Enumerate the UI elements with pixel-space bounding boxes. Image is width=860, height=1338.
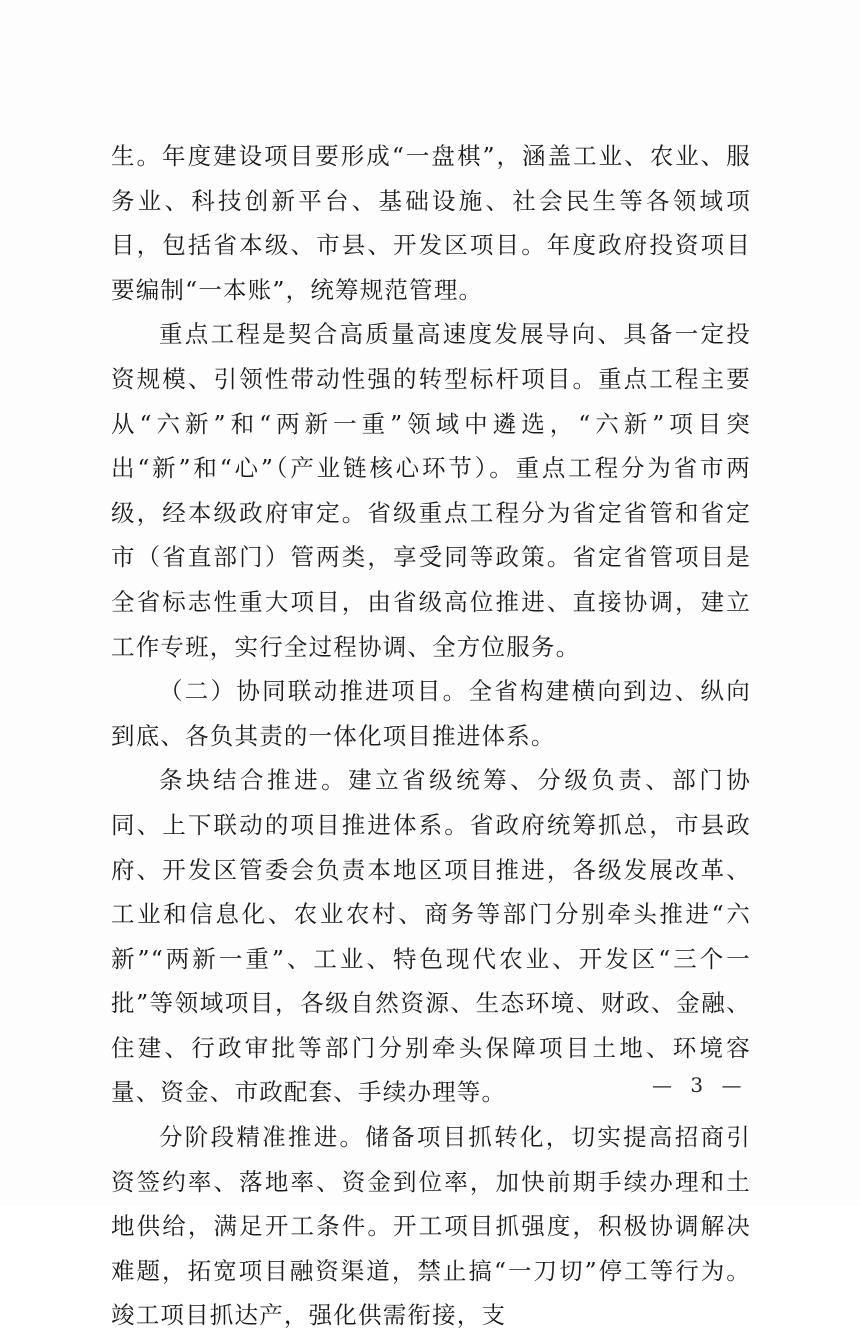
- paragraph-1: [111, 134, 751, 312]
- paragraph-4: [111, 758, 751, 1115]
- paragraph-3: [111, 669, 751, 758]
- paragraph-4-text: 条块结合推进。建立省级统筹、分级负责、部门协同、上下联动的项目推进体系。省政府统筹抓总，市县政府、开发区管委会负责本地区项目推进，各级发展改革、工业和信息化、农业农村、商务等部门分别牵头推进“六新”“两新一重”、工业、特色现代农业、开发区“三个一批”等领域项目，各级自然资源、生态环境、财政、金融、住建、行政审批等部门分别牵头保障项目土地、环境容量、资金、市政配套、手续办理等。: [111, 766, 751, 1107]
- paragraph-2: [111, 312, 751, 669]
- paragraph-5: [111, 1115, 751, 1338]
- page-number: — 3 —: [652, 1073, 748, 1097]
- body-text: [111, 134, 751, 1338]
- paragraph-1-text: 生。年度建设项目要形成“一盘棋”，涵盖工业、农业、服务业、科技创新平台、基础设施、社会民生等各领域项目，包括省本级、市县、开发区项目。年度政府投资项目要编制“一本账”，统筹规范管理。: [111, 142, 751, 304]
- section-heading-2: （二）协同联动推进项目。: [159, 677, 469, 706]
- paragraph-2-text: 重点工程是契合高质量高速度发展导向、具备一定投资规模、引领性带动性强的转型标杆项目。重点工程主要从“六新”和“两新一重”领域中遴选，“六新”项目突出“新”和“心”（产业链核心环节）。重点工程分为省市两级，经本级政府审定。省级重点工程分为省定省管和省定市（省直部门）管两类，享受同等政策。省定省管项目是全省标志性重大项目，由省级高位推进、直接协调，建立工作专班，实行全过程协调、全方位服务。: [111, 320, 751, 661]
- paragraph-5-text: 分阶段精准推进。储备项目抓转化，切实提高招商引资签约率、落地率、资金到位率，加快前期手续办理和土地供给，满足开工条件。开工项目抓强度，积极协调解决难题，拓宽项目融资渠道，禁止搞“一刀切”停工等行为。竣工项目抓达产，强化供需衔接，支: [111, 1123, 751, 1330]
- paragraph-3-text: 全省构建横向到边、纵向到底、各负其责的一体化项目推进体系。: [111, 677, 751, 750]
